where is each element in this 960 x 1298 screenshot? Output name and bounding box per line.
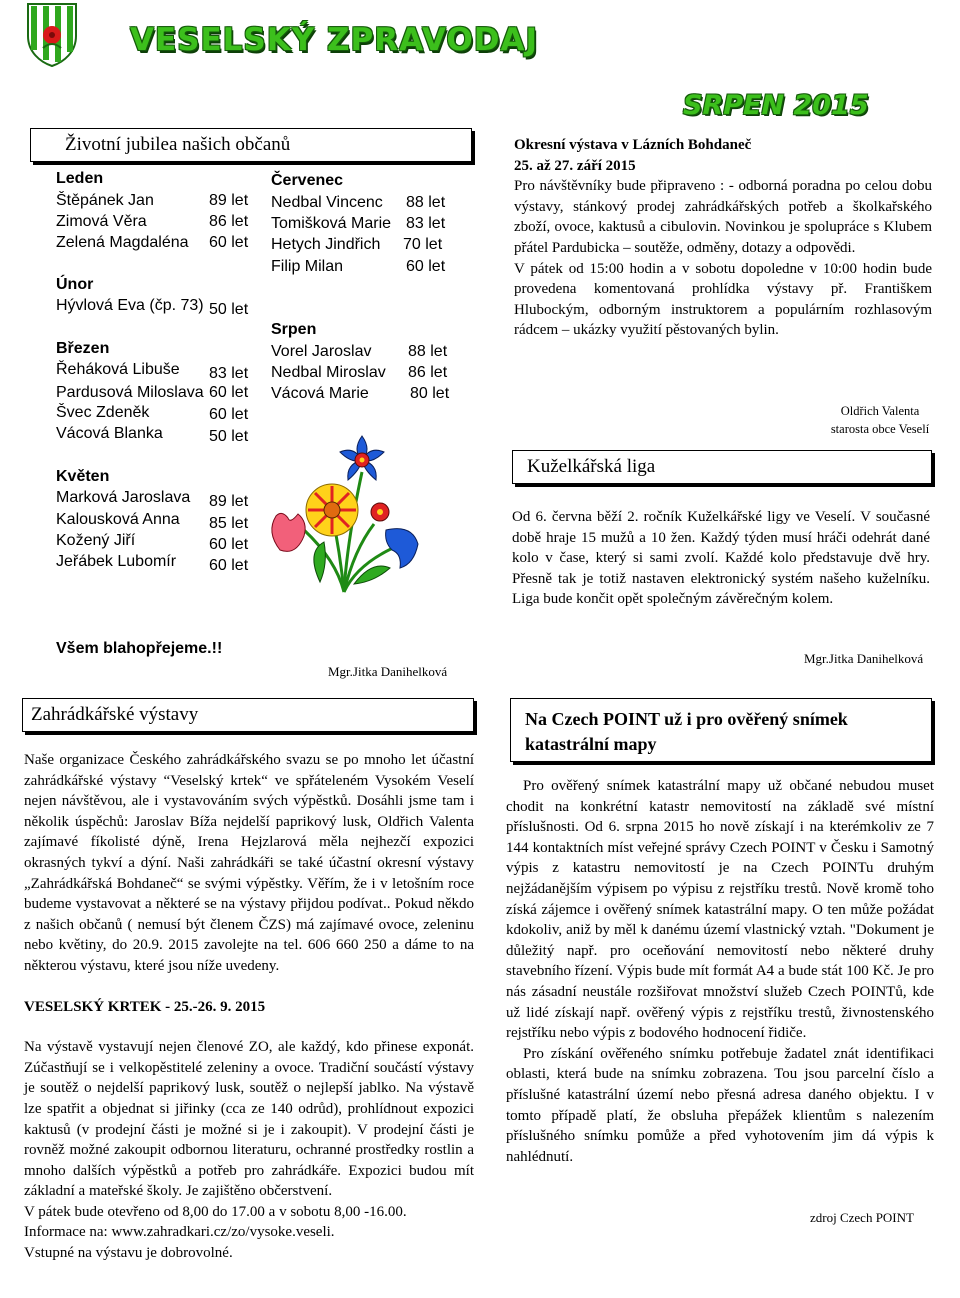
czechpoint-source: zdroj Czech POINT <box>810 1210 914 1225</box>
bowling-paragraph: Od 6. června běží 2. ročník Kuželkářské ligy ve Veselí. V současné době hraje 15 mužů a 10 žen. Každý týden musí hráči odehrát dané kolo v čase, který si sami zvolí. Každé kolo představuje dvě hry. Přesně tak je totiž nastaven elektronický systém našeho kuželníku. Liga bude končit opět společným závěrečným kolem. <box>512 509 930 608</box>
jubilee-author: Mgr.Jitka Danihelková <box>328 664 448 679</box>
garden-title: Zahrádkářské výstavy <box>31 704 199 725</box>
czechpoint-title: Na Czech POINT už i pro ověřený snímek katastrální mapy <box>525 709 848 754</box>
jubilee-heading-box <box>30 128 472 162</box>
czechpoint-paragraph: Pro ověřený snímek katastrální mapy už občané nebudou muset chodit na konkrétní katastr nemovitostí na základě své místní příslušnosti. Od 6. srpna 2015 ho nově získají i na kterémkoliv ze 7 144 kontaktních míst veřejné správy Czech POINT v Česku i Samotný výpis z katastru nemovitostí je na Czech POINTu druhým nejžádanějším výpisem po výpisu z rejstříku trestů. Nově kromě toho získá zájemce i ověřený snímek katastrální mapy. O ten může požádat kdokoliv, aniž by měl k danému území vlastnický vztah. "Dokument je důležitý např. pro oceňování nemovitostí nebo některé druhy stavebního řízení. Výpis bude mít formát A4 a bude stát 100 Kč. Je pro nás zásadní neustále rozšiřovat množství služeb Czech POINTů, kde už lidé získají např. ověřený výpis z rejstříku trestů, živnostenského rejstříku nebo výpis z bodového hodnocení řidiče. <box>506 778 934 1042</box>
garden-paragraph: Na výstavě vystavují nejen členové ZO, ale každý, kdo přinese exponát. Zúčastňují se i velkopěstitelé zeleniny a ovoce. Tradiční součástí výstavy je soutěž o nejdelší paprikový lusk, soutěž o nejlepší jablko. Na výstavě lze spatřit a objednat si jiřinky (cca ze 140 odrůd), prohlídnout expozici kaktusů (v prodejní části je možné si je i zakoupit). V prodejní části je rovněž možné zakoupit odbornou literaturu, ochranné prostředky rostlin a mnoho dalších výpěstků a potřeb pro zahrádkáře. Expozici budou mít základní a mateřské školy. Je zajištěno občerstvení. <box>24 1039 474 1200</box>
greeting: Všem blahopřejeme.!! <box>56 640 223 657</box>
czechpoint-heading-box <box>510 698 932 762</box>
month-heading: Leden <box>56 170 104 187</box>
month-heading: Červenec <box>271 172 344 189</box>
signature-name: Oldřich Valenta <box>840 404 920 418</box>
garden-info: Informace na: www.zahradkari.cz/zo/vysoke.veseli. <box>24 1224 335 1241</box>
bowling-author: Mgr.Jitka Danihelková <box>804 651 924 666</box>
month-heading: Srpen <box>271 321 317 338</box>
newsletter-title: VESELSKÝ ZPRAVODAJ <box>130 22 539 58</box>
czechpoint-paragraph: Pro získání ověřeného snímku potřebuje žadatel znát identifikaci oblasti, která bude na snímku zobrazena. Tou jsou parcelní číslo a příslušné katastrální území nebo přesná adresa daného objektu. I v tomto případě platí, že obsluha přepážek klientům s nalezením příslušného snímku pomůže a před vyhotovením jim dá výpis k nahlédnutí. <box>506 1045 934 1165</box>
month-heading: Březen <box>56 340 110 357</box>
flower-bouquet-illustration <box>262 432 430 596</box>
exhibition-article <box>514 135 932 341</box>
village-coat-of-arms <box>26 2 78 68</box>
bowling-title: Kuželkářská liga <box>527 456 656 477</box>
bowling-heading-box <box>512 450 932 484</box>
issue-month: SRPEN 2015 <box>683 90 869 121</box>
month-heading: Květen <box>56 468 110 485</box>
exhibition-dates: 25. až 27. září 2015 <box>514 157 636 174</box>
czechpoint-article <box>506 776 934 1167</box>
exhibition-title: Okresní výstava v Lázních Bohdaneč <box>514 137 752 153</box>
jubilee-title: Životní jubilea našich občanů <box>65 134 291 155</box>
garden-heading-box <box>22 698 474 732</box>
garden-paragraph: Naše organizace Českého zahrádkářského svazu se po mnoho let účastní zahrádkářské výstavy “Veselský krtek“ ve spřáteleném Vysokém Veselí nejen návštěvou, ale i vystavováním svých výpěstků. Dosáhli jsme tam i několik úspěchů: Jaroslav Bíža nejdelší paprikový lusk, Oldřich Valenta zajímavé fíkolisté dýně, Irena Hejzlarová měla nejhezčí expozici okrasných tykví a dýní. Naši zahrádkáři se také účastní okresní výstavy „Zahrádkářská Bohdaneč“ se svými výpěstky. Věřím, že i v letošním roce budeme vystavovat a některé se na výstavy přijdou podívat.. Pokud někdo z našich občanů ( nemusí být členem ČZS) má zajímavé ovoce, zeleninu nebo květiny, do 20.9. 2015 zavolejte na tel. 606 660 250 a dáme to na některou výstavu, které jsou níže uvedeny. <box>24 752 474 974</box>
garden-subtitle: VESELSKÝ KRTEK - 25.-26. 9. 2015 <box>24 998 266 1015</box>
jubilee-left-column: Leden Štěpánek Jan 89 let Zimová Věra 86 let Zelená Magdaléna 60 let Únor Hývlová Eva (čp. 73) 50 let Březen Řeháková Libuše 83 let Pardusová Miloslava 60 let Švec Zdeněk 60 let Vácová Blanka 50 let Květen Marková Jaroslava 89 let Kalousková Anna 85 let Kožený Jiří 60 let Jeřábek Lubomír 60 let <box>56 170 249 574</box>
signature-role: starosta obce Veselí <box>830 422 930 436</box>
month-heading: Únor <box>56 276 94 293</box>
exhibition-signature <box>820 402 940 438</box>
garden-admission: Vstupné na výstavu je dobrovolné. <box>24 1245 233 1262</box>
exhibition-paragraph: V pátek od 15:00 hodin a v sobotu dopoledne v 10:00 hodin bude provedena komentovaná prohlídka výstavy př. Františkem Hlubockým, odborným instruktorem a populárním rozhlasovým rádcem – ukázky využití pěstovaných bylin. <box>514 260 932 339</box>
jubilee-right-column: Červenec Nedbal Vincenc 88 let Tomišková Marie 83 let Hetych Jindřich 70 let Filip Milan 60 let Srpen Vorel Jaroslav 88 let Nedbal Miroslav 86 let Vácová Marie 80 let <box>271 172 450 402</box>
exhibition-paragraph: Pro návštěvníky bude připraveno : - odborná poradna po celou dobu výstavy, stánkový prodej zahrádkářských potřeb a školkařského zboží, ovoce, kaktusů a cibulovin. Novinkou je spolupráce s Klubem přátel Pardubicka – soutěže, odměny, dotazy a odpovědi. <box>514 178 932 256</box>
garden-opening-hours: V pátek bude otevřeno od 8,00 do 17.00 a v sobotu 8,00 -16.00. <box>24 1203 407 1220</box>
garden-article <box>24 750 474 1264</box>
